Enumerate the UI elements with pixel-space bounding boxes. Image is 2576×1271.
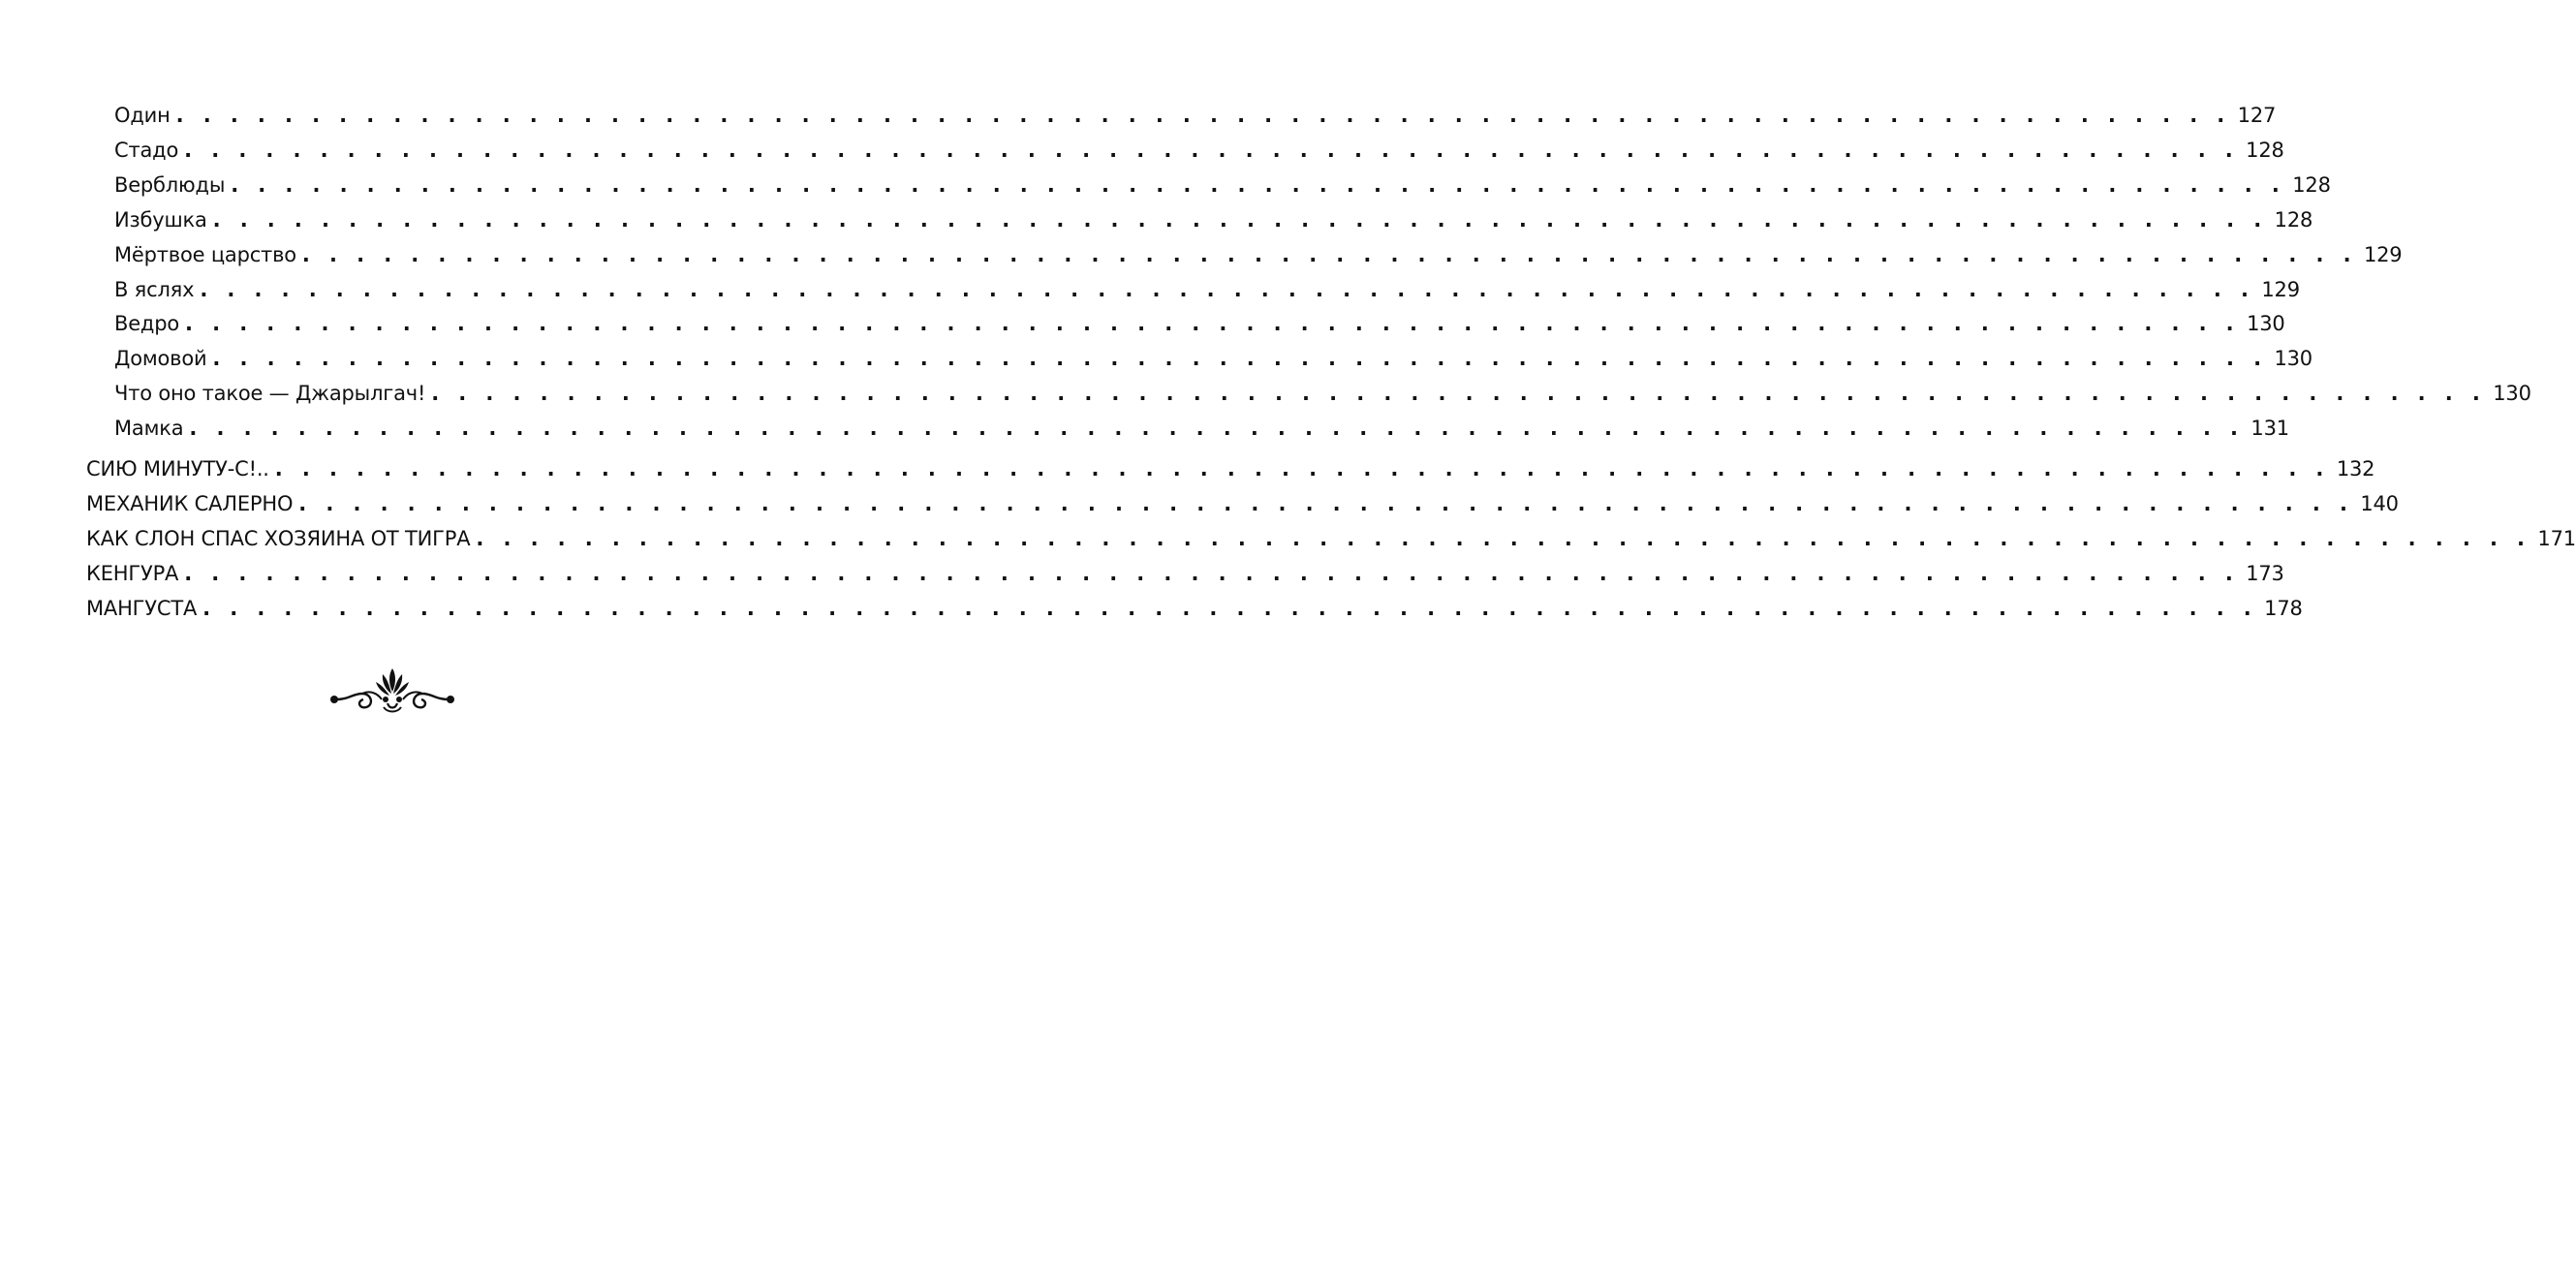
toc-entry[interactable]: [86, 524, 2576, 553]
toc-entry[interactable]: [114, 414, 2289, 443]
toc-entry-title: Домовой: [114, 347, 207, 370]
toc-entry-page: 140: [2360, 492, 2399, 515]
toc-entry-page: 128: [2274, 208, 2313, 232]
toc-entry-title: Что оно такое — Джарылгач!: [114, 382, 426, 405]
toc-entry[interactable]: [114, 101, 2277, 130]
toc-entry[interactable]: [114, 309, 2285, 338]
dot-leader: . . . . . . . . . . . . . . . . . . . . . . . . . . . . . . . . . . . . . . . . . . . . . . . . . . . . . . . . . . . . . . . . . . . . . . . . . . . .: [301, 243, 2357, 266]
toc-entry-title: Мамка: [114, 417, 184, 440]
dot-leader: . . . . . . . . . . . . . . . . . . . . . . . . . . . . . . . . . . . . . . . . . . . . . . . . . . . . . . . . . . . . . . . . . . . . . . . . . . . .: [184, 562, 2240, 585]
toc-entry-title: Верблюды: [114, 173, 226, 197]
toc-entry-title: МАНГУСТА: [86, 597, 198, 620]
dot-leader: . . . . . . . . . . . . . . . . . . . . . . . . . . . . . . . . . . . . . . . . . . . . . . . . . . . . . . . . . . . . . . . . . . . . . . . . . . . .: [231, 173, 2286, 197]
dot-leader: . . . . . . . . . . . . . . . . . . . . . . . . . . . . . . . . . . . . . . . . . . . . . . . . . . . . . . . . . . . . . . . . . . . . . . . . . . . .: [476, 527, 2531, 550]
dot-leader: . . . . . . . . . . . . . . . . . . . . . . . . . . . . . . . . . . . . . . . . . . . . . . . . . . . . . . . . . . . . . . . . . . . . . . . . . . . .: [274, 457, 2330, 480]
toc-entry[interactable]: [114, 275, 2300, 304]
toc-entry-page: 128: [2246, 139, 2284, 162]
toc-entry-title: МЕХАНИК САЛЕРНО: [86, 492, 294, 515]
toc-entry-title: Один: [114, 104, 171, 127]
toc-entry-page: 129: [2261, 278, 2300, 301]
toc-entry-title: Ведро: [114, 312, 180, 335]
dot-leader: . . . . . . . . . . . . . . . . . . . . . . . . . . . . . . . . . . . . . . . . . . . . . . . . . . . . . . . . . . . . . . . . . . . . . . . . . . . .: [212, 208, 2268, 232]
toc-entry-page: 131: [2250, 417, 2289, 440]
toc-entry-title: Мёртвое царство: [114, 243, 296, 266]
toc-entry[interactable]: [86, 454, 2375, 483]
toc-entry-title: КЕНГУРА: [86, 562, 179, 585]
toc-entry-page: 171: [2537, 527, 2576, 550]
toc-entry[interactable]: [114, 170, 2331, 200]
dot-leader: . . . . . . . . . . . . . . . . . . . . . . . . . . . . . . . . . . . . . . . . . . . . . . . . . . . . . . . . . . . . . . . . . . . . . . . . . . . .: [189, 417, 2245, 440]
toc-entry[interactable]: [86, 594, 2303, 623]
toc-entry[interactable]: [86, 559, 2284, 588]
toc-entry[interactable]: [114, 205, 2313, 234]
dot-leader: . . . . . . . . . . . . . . . . . . . . . . . . . . . . . . . . . . . . . . . . . . . . . . . . . . . . . . . . . . . . . . . . . . . . . . . . . . . .: [184, 139, 2240, 162]
toc-entry[interactable]: [114, 344, 2312, 373]
toc-entry-page: 130: [2274, 347, 2312, 370]
toc-entry-page: 129: [2363, 243, 2403, 266]
dot-leader: . . . . . . . . . . . . . . . . . . . . . . . . . . . . . . . . . . . . . . . . . . . . . . . . . . . . . . . . . . . . . . . . . . . . . . . . . . . .: [431, 382, 2487, 405]
dot-leader: . . . . . . . . . . . . . . . . . . . . . . . . . . . . . . . . . . . . . . . . . . . . . . . . . . . . . . . . . . . . . . . . . . . . . . . . . . . .: [202, 597, 2258, 620]
dot-leader: . . . . . . . . . . . . . . . . . . . . . . . . . . . . . . . . . . . . . . . . . . . . . . . . . . . . . . . . . . . . . . . . . . . . . . . . . . . .: [212, 347, 2268, 370]
toc-entry-title: СИЮ МИНУТУ-С!..: [86, 457, 269, 480]
toc-entry-page: 127: [2237, 104, 2277, 127]
toc-entry[interactable]: [86, 489, 2399, 518]
toc-entry-page: 178: [2264, 597, 2303, 620]
toc-entry-page: 173: [2246, 562, 2284, 585]
toc-entry-title: КАК СЛОН СПАС ХОЗЯИНА ОТ ТИГРА: [86, 527, 471, 550]
toc-entry-page: 132: [2336, 457, 2375, 480]
dot-leader: . . . . . . . . . . . . . . . . . . . . . . . . . . . . . . . . . . . . . . . . . . . . . . . . . . . . . . . . . . . . . . . . . . . . . . . . . . . .: [175, 104, 2231, 127]
toc-entry[interactable]: [114, 136, 2284, 165]
toc-entry-title: Стадо: [114, 139, 179, 162]
toc-entry-title: В яслях: [114, 278, 195, 301]
toc-entry-page: 128: [2292, 173, 2331, 197]
dot-leader: . . . . . . . . . . . . . . . . . . . . . . . . . . . . . . . . . . . . . . . . . . . . . . . . . . . . . . . . . . . . . . . . . . . . . . . . . . . .: [185, 312, 2241, 335]
toc-entry-title: Избушка: [114, 208, 207, 232]
toc-entry-page: 130: [2247, 312, 2285, 335]
fleuron-ornament-icon: [327, 665, 457, 715]
dot-leader: . . . . . . . . . . . . . . . . . . . . . . . . . . . . . . . . . . . . . . . . . . . . . . . . . . . . . . . . . . . . . . . . . . . . . . . . . . . .: [298, 492, 2354, 515]
toc-entry[interactable]: [114, 240, 2403, 269]
dot-leader: . . . . . . . . . . . . . . . . . . . . . . . . . . . . . . . . . . . . . . . . . . . . . . . . . . . . . . . . . . . . . . . . . . . . . . . . . . . .: [200, 278, 2255, 301]
toc-entry-page: 130: [2493, 382, 2531, 405]
toc-entry[interactable]: [114, 379, 2531, 408]
